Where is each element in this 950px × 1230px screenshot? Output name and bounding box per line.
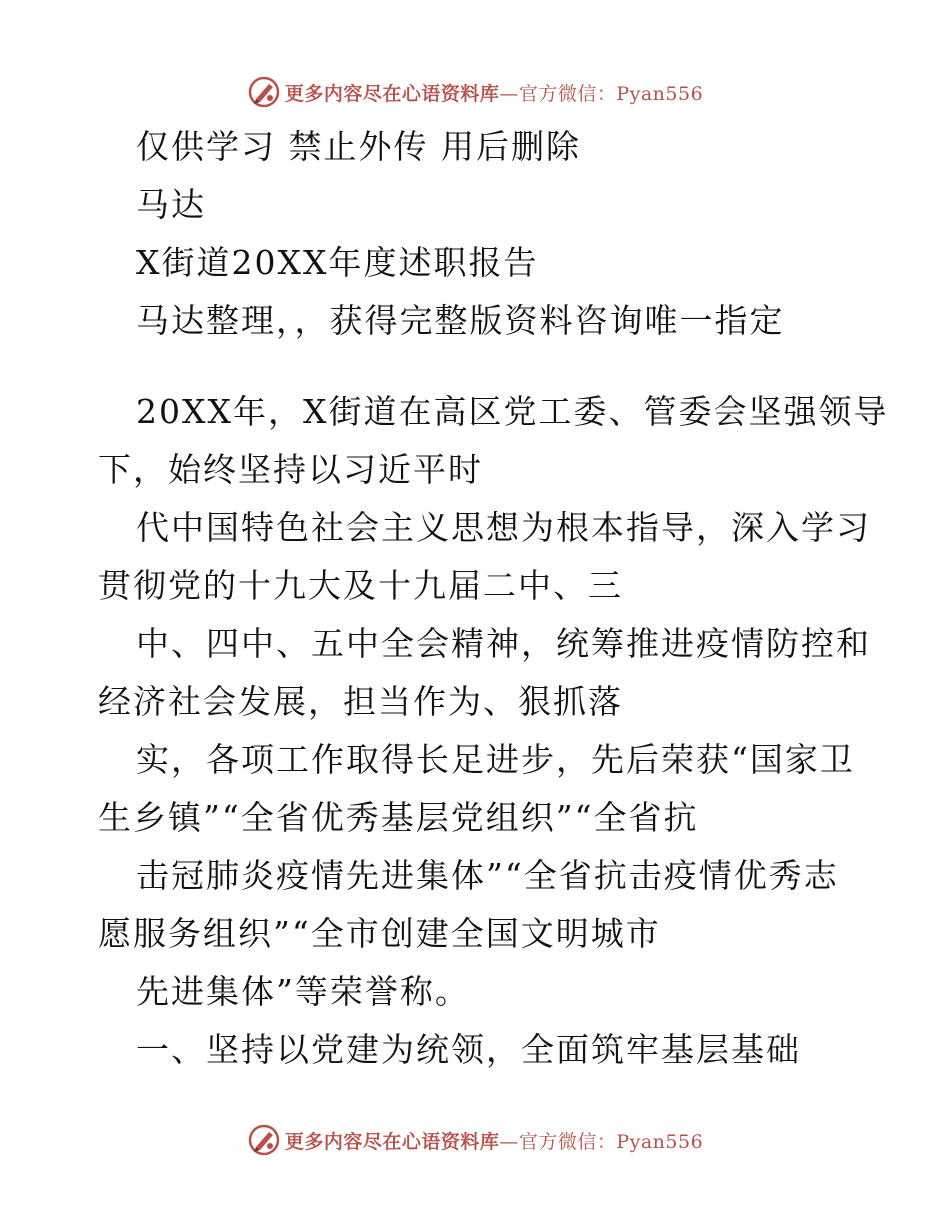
author-line: 马达 <box>136 185 206 224</box>
paragraph-line: 生乡镇”“全省优秀基层党组织”“全省抗 <box>98 798 699 837</box>
compiler-note: 马达整理，，获得完整版资料咨询唯一指定 <box>136 301 785 340</box>
paragraph-line: 中、四中、五中全会精神，统筹推进疫情防控和 <box>136 624 871 663</box>
paragraph-line: 代中国特色社会主义思想为根本指导，深入学习 <box>136 508 871 547</box>
section-heading: 一、坚持以党建为统领，全面筑牢基层基础 <box>136 1030 801 1069</box>
footer-watermark <box>0 1120 950 1160</box>
pen-seal-icon <box>247 1123 281 1157</box>
paragraph-line: 先进集体”等荣誉称。 <box>136 972 470 1011</box>
paragraph-line: 实，各项工作取得长足进步，先后荣获“国家卫 <box>136 740 855 779</box>
paragraph-line: 经济社会发展，担当作为、狠抓落 <box>98 682 623 721</box>
paragraph-line: 击冠肺炎疫情先进集体”“全省抗击疫情优秀志 <box>136 856 839 895</box>
header-watermark <box>0 72 950 112</box>
watermark-text: 更多内容尽在心语资料库—官方微信：Pyan556 <box>284 1130 704 1153</box>
document-title: X街道20XX年度述职报告 <box>136 243 539 282</box>
paragraph-line: 20XX年，X街道在高区党工委、管委会坚强领导 <box>136 392 889 431</box>
paragraph-line: 愿服务组织”“全市创建全国文明城市 <box>98 914 661 953</box>
paragraph-line: 贯彻党的十九大及十九届二中、三 <box>98 566 623 605</box>
pen-seal-icon <box>247 75 281 109</box>
watermark-text: 更多内容尽在心语资料库—官方微信：Pyan556 <box>284 82 704 105</box>
notice-line: 仅供学习 禁止外传 用后删除 <box>136 127 581 166</box>
paragraph-line: 下，始终坚持以习近平时 <box>98 450 483 489</box>
